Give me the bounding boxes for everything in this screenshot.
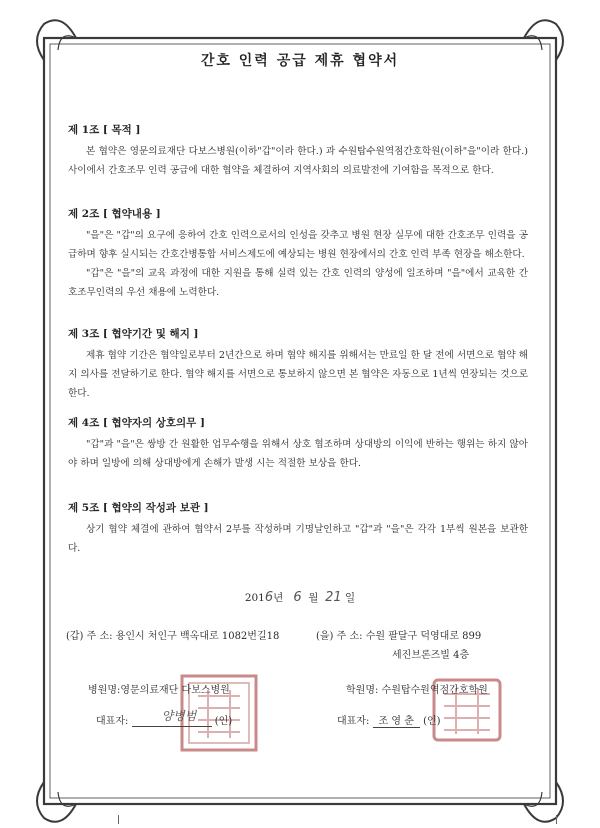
article-3 <box>68 326 528 403</box>
article-1-text: 본 협약은 영문의료재단 다보스병원(이하"갑"이라 한다.) 과 수원탑수원역점간호학원(이하"을"이라 한다.) 사이에서 간호조무 인력 공급에 대한 협약을 체결하여 지역사회의 의료발전에 기여함을 목적으로 한다. <box>68 146 528 176</box>
date-year-label: 년 <box>273 592 284 604</box>
signing-date <box>0 590 600 605</box>
date-day-label: 일 <box>345 592 356 604</box>
party-b-org <box>346 681 488 696</box>
article-2 <box>68 206 528 302</box>
party-b-representative <box>337 712 441 728</box>
scan-artifact-mark <box>118 815 119 824</box>
article-5-heading: 제 5조 [ 협약의 작성과 보관 ] <box>68 502 209 514</box>
party-b-org-label: 학원명: <box>346 685 379 696</box>
party-a-address <box>66 627 279 642</box>
article-2-heading: 제 2조 [ 협약내용 ] <box>68 208 161 220</box>
party-b-org-name: 수원탑수원역점간호학원 <box>381 685 488 696</box>
party-a-representative <box>96 709 233 727</box>
party-b-rep-label: 대표자: <box>337 716 370 727</box>
scan-artifact-mark <box>556 815 557 824</box>
date-year-digit: 6 <box>264 590 274 605</box>
date-month: 6 <box>293 590 302 605</box>
article-1 <box>68 122 528 180</box>
article-2-text-1: "을"은 "갑"의 요구에 응하여 간호 인력으로서의 인성을 갖추고 병원 현장 실무에 대한 간호조무 인력을 공급하며 향후 실시되는 간호간병통합 서비스제도에 예상되는 병원 현장에서의 간호 인력 부족 현장을 해소한다. <box>68 230 528 260</box>
article-5-text: 상기 협약 체결에 관하여 협약서 2부를 작성하며 기명날인하고 "갑"과 "을"은 각각 1부씩 원본을 보관한다. <box>68 524 528 554</box>
party-b-address <box>316 627 481 642</box>
article-5 <box>68 500 528 558</box>
party-b-address-line2: 세진브론즈빌 4층 <box>392 650 470 661</box>
date-year-prefix: 201 <box>244 592 265 604</box>
article-3-heading: 제 3조 [ 협약기간 및 해지 ] <box>68 328 199 340</box>
document-title: 간호 인력 공급 제휴 협약서 <box>200 53 400 69</box>
party-a-signature-line <box>132 709 212 727</box>
party-a-handwritten-signature: 양병범 <box>161 709 197 723</box>
party-b-seal-mark: (인) <box>423 716 441 727</box>
article-3-text: 제휴 협약 기간은 협약일로부터 2년간으로 하며 협약 해지를 위해서는 만료일 한 달 전에 서면으로 협약 해지 의사를 전달하기로 한다. 협약 해지를 서면으로 통보하지 않으면 본 협약은 자동으로 1년씩 연장되는 것으로 한다. <box>68 350 528 399</box>
party-a-org-label: 병원명: <box>88 685 121 696</box>
article-2-text-2: "갑"은 "을"의 교육 과정에 대한 지원을 통해 실력 있는 간호 인력의 양성에 일조하며 "을"에서 교육한 간호조무인력의 우선 채용에 노력한다. <box>68 268 528 298</box>
party-a-seal-mark: (인) <box>214 716 233 727</box>
article-1-heading: 제 1조 [ 목적 ] <box>68 124 141 136</box>
party-b-rep-name: 조 영 춘 <box>373 712 420 728</box>
date-day: 21 <box>325 590 342 605</box>
party-b-address-line1: 수원 팔달구 덕영대로 899 <box>365 631 482 642</box>
party-a-address-value: 용인시 처인구 백옥대로 1082번길18 <box>115 631 280 642</box>
party-b-address-label: (을) 주 소: <box>316 631 363 642</box>
date-month-label: 월 <box>308 592 319 604</box>
article-4 <box>68 415 528 473</box>
party-a-rep-label: 대표자: <box>96 716 129 727</box>
party-a-org-name: 영문의료재단 다보스병원 <box>120 685 230 696</box>
article-4-heading: 제 4조 [ 협약자의 상호의무 ] <box>68 417 205 429</box>
party-a-address-label: (갑) 주 소: <box>66 631 113 642</box>
party-a-org <box>88 681 230 696</box>
article-4-text: "갑"과 "을"은 쌍방 간 원활한 업무수행을 위해서 상호 협조하며 상대방의 이익에 반하는 행위는 하지 않아야 하며 일방에 의해 상대방에게 손해가 발생 시는 적절한 보상을 한다. <box>68 439 528 469</box>
